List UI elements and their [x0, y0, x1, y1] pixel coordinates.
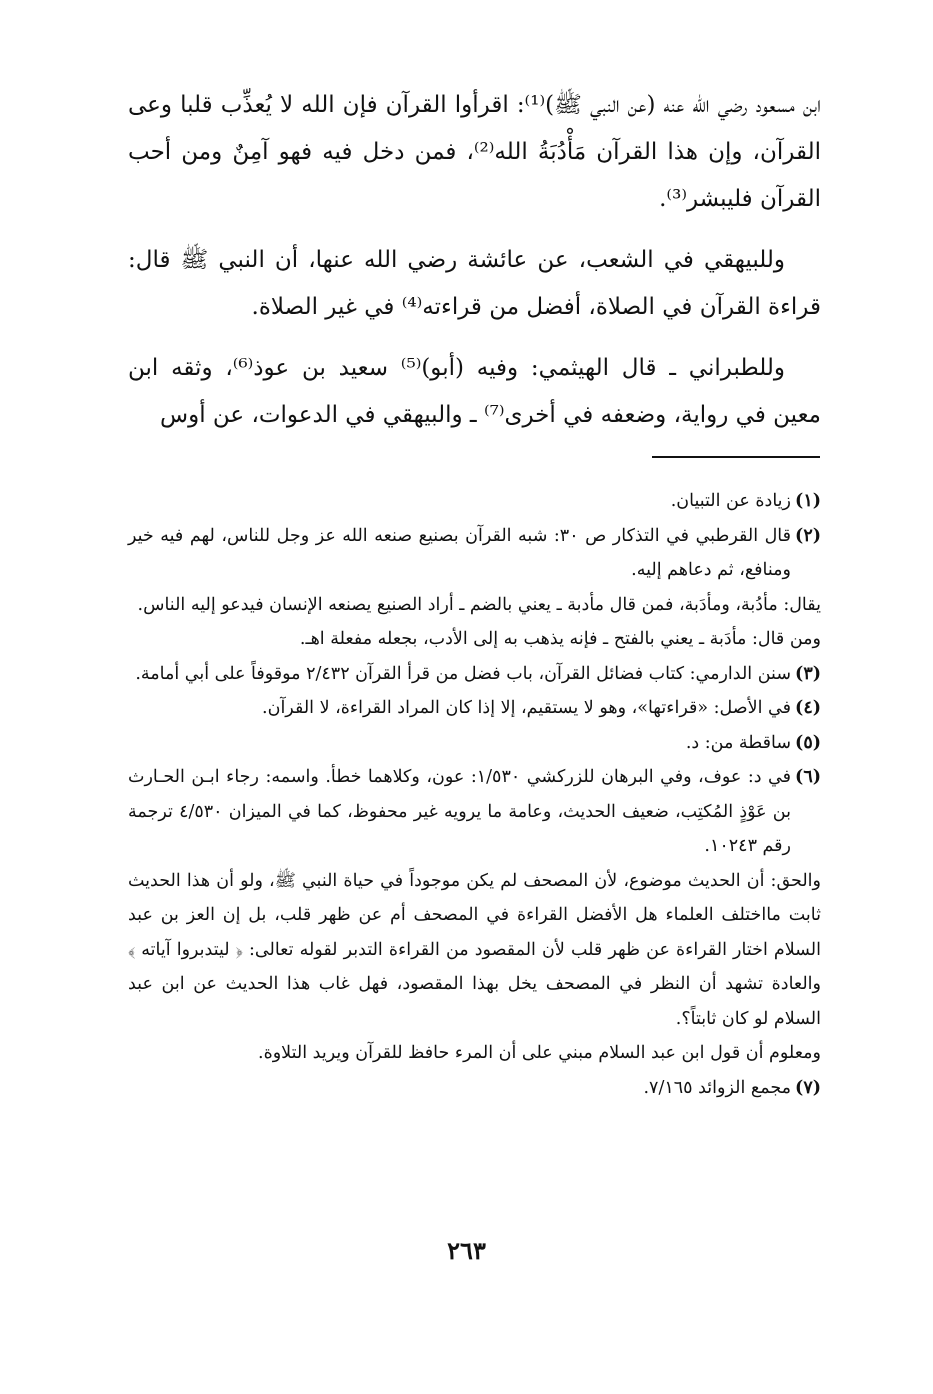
footnote-number: (٤)	[795, 698, 821, 718]
footnote-text: يقال: مأدُبة، ومأدَبة، فمن قال مأدبة ـ يعني بالضم ـ أراد الصنيع يصنعه الإنسان فيدعو إليه الناس.	[137, 594, 821, 615]
footnote-number: (٦)	[795, 767, 821, 787]
footnote-text: زيادة عن التبيان.	[670, 491, 791, 511]
footnote-6	[128, 760, 821, 864]
footnote-3	[128, 657, 821, 692]
footnote-text: ساقطة من: د.	[685, 732, 791, 753]
footnote-7	[128, 1071, 821, 1106]
footnote-text: ومعلوم أن قول ابن عبد السلام مبني على أن المرء حافظ للقرآن ويريد التلاوة.	[258, 1043, 821, 1063]
footnote-5	[128, 726, 821, 761]
footnote-separator	[652, 456, 820, 458]
main-paragraph-2: وللبيهقي في الشعب، عن عائشة رضي الله عنها، أن النبي ﷺ قال: قراءة القرآن في الصلاة، أفضل من قراءته⁽⁴⁾ في غير الصلاة.	[128, 247, 821, 320]
footnote-number: (٥)	[795, 732, 821, 753]
footnote-6-continuation-a	[128, 864, 821, 1037]
footnote-6-continuation-b	[128, 1036, 821, 1071]
footnote-number: (٢)	[795, 525, 821, 546]
footnote-text: قال القرطبي في التذكار ص ٣٠: شبه القرآن بصنيع صنعه الله عز وجل للناس، لهم فيه خير ومنافع، ثم دعاهم إليه.	[128, 525, 791, 580]
footnote-number: (٣)	[795, 663, 821, 684]
footnote-2	[128, 519, 821, 588]
footnote-text: مجمع الزوائد ٧/١٦٥.	[643, 1077, 791, 1098]
footnote-4	[128, 691, 821, 726]
footnote-number: (١)	[795, 491, 821, 511]
footnotes	[128, 484, 821, 1105]
footnote-number: (٧)	[795, 1077, 821, 1098]
footnote-2-continuation-a	[128, 588, 821, 623]
footnote-text: والحق: أن الحديث موضوع، لأن المصحف لم يكن موجوداً في حياة النبي ﷺ، ولو أن هذا الحديث ثابت مااختلف العلماء هل الأفضل القراءة في المصحف أم عن ظهر قلب، بل إن العز بن عبد السلام اختار القراءة عن ظهر قلب لأن المقصود من القراءة التدبر لقوله تعالى: ﴿ ليتدبروا آياته ﴾ والعادة تشهد أن النظر في المصحف يخل بهذا المقصود، فهل غاب هذا الحديث عن ابن عبد السلام لو كان ثابتاً؟.	[128, 870, 821, 1029]
footnote-text: في الأصل: «قراءتها»، وهو لا يستقيم، إلا إذا كان المراد القراءة، لا القرآن.	[262, 698, 791, 718]
main-paragraph-3: وللطبراني ـ قال الهيثمي: وفيه (أبو)⁽⁵⁾ سعيد بن عوذ⁽⁶⁾، وثقه ابن معين في رواية، وضعفه في أخرى⁽⁷⁾ ـ والبيهقي في الدعوات، عن أوس	[128, 355, 821, 428]
footnote-text: ومن قال: مأدَبة ـ يعني بالفتح ـ فإنه يذهب به إلى الأدب، بجعله مفعلة اهـ.	[299, 629, 821, 649]
page-number: ٢٦٣	[447, 1236, 486, 1265]
footnote-2-continuation-b	[128, 622, 821, 657]
main-paragraph-1: ابن مسعود رضي الله عنه (عن النبي ﷺ)⁽¹⁾: اقرأوا القرآن فإن الله لا يُعذِّب قلبا وعى القرآن، وإن هذا القرآن مَأْدُبَةُ الله⁽²⁾، فمن دخل فيه فهو آمِنٌ ومن أحب القرآن فليبشر⁽³⁾.	[128, 92, 821, 212]
footnote-text: سنن الدارمي: كتاب فضائل القرآن، باب فضل من قرأ القرآن ٢/٤٣٢ موقوفاً على أبي أمامة.	[135, 663, 791, 684]
footnote-text: في د: عوف، وفي البرهان للزركشي ١/٥٣٠: عون، وكلاهما خطأ. واسمه: رجاء ابـن الحـارث بن عَوْذٍ المُكتِب، ضعيف الحديث، وعامة ما يرويه غير محفوظ، كما في الميزان ٤/٥٣٠ ترجمة رقم ١٠٢٤٣.	[128, 767, 792, 856]
main-text	[128, 82, 821, 453]
footnote-1	[128, 484, 821, 519]
